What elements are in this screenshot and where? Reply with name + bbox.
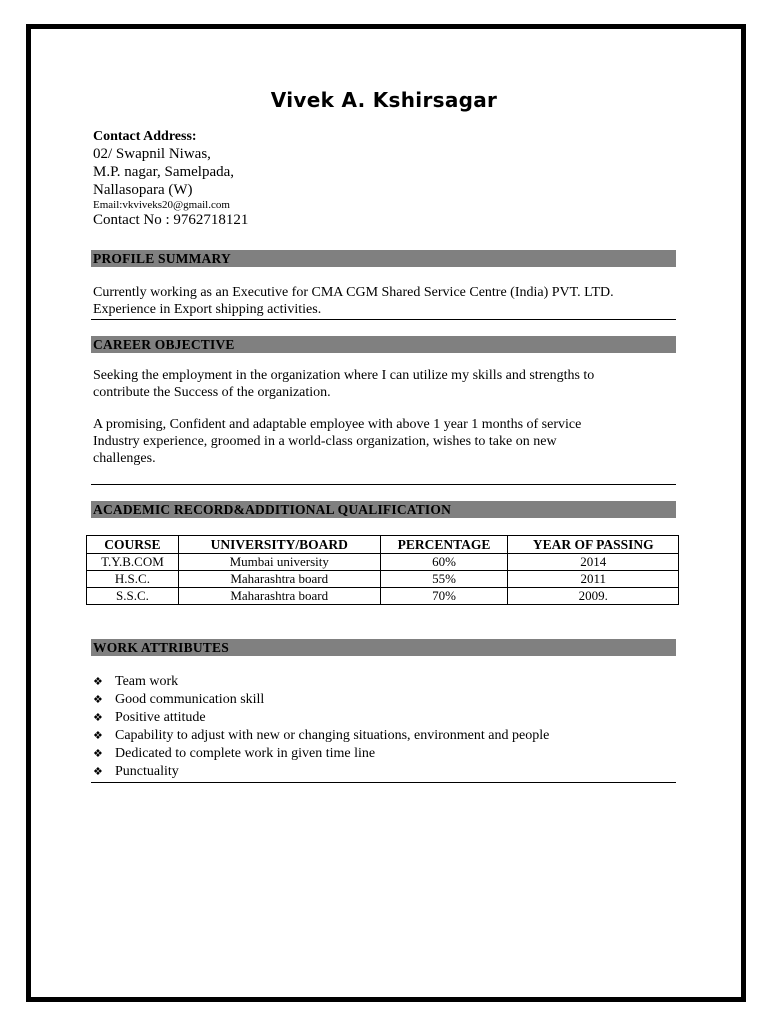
diamond-bullet-icon: ❖ (93, 730, 103, 742)
list-item: ❖ Capability to adjust with new or changing situations, environment and people (93, 728, 550, 743)
profile-summary-text (93, 284, 683, 318)
board-cell: Maharashtra board (178, 571, 380, 588)
email-line: Email:vkviveks20@gmail.com (93, 199, 230, 211)
candidate-name: Vivek A. Kshirsagar (270, 88, 498, 112)
list-item: ❖ Team work (93, 674, 179, 689)
divider (91, 319, 676, 320)
profile-line-2: Experience in Export shipping activities. (93, 302, 322, 317)
diamond-bullet-icon: ❖ (93, 694, 103, 706)
diamond-bullet-icon: ❖ (93, 766, 103, 778)
year-cell: 2011 (508, 571, 679, 588)
objective-p1-line-1: Seeking the employment in the organization where I can utilize my skills and strengths to (93, 368, 595, 383)
objective-p2-line-2: Industry experience, groomed in a world-class organization, wishes to take on new (93, 434, 557, 449)
work-attributes-heading: WORK ATTRIBUTES (91, 639, 676, 656)
contact-heading: Contact Address: (93, 129, 197, 144)
table-row (87, 571, 679, 588)
career-objective-text (93, 367, 683, 467)
percentage-cell: 60% (380, 554, 508, 571)
course-cell: H.S.C. (87, 571, 179, 588)
list-item: ❖ Good communication skill (93, 692, 265, 707)
list-item: ❖ Positive attitude (93, 710, 206, 725)
table-row (87, 588, 679, 605)
divider (91, 484, 676, 485)
year-cell: 2014 (508, 554, 679, 571)
board-cell: Maharashtra board (178, 588, 380, 605)
profile-summary-heading: PROFILE SUMMARY (91, 250, 676, 267)
percentage-cell: 70% (380, 588, 508, 605)
contact-block (93, 128, 248, 229)
diamond-bullet-icon: ❖ (93, 748, 103, 760)
diamond-bullet-icon: ❖ (93, 712, 103, 724)
diamond-bullet-icon: ❖ (93, 676, 103, 688)
academic-heading: ACADEMIC RECORD&ADDITIONAL QUALIFICATION (91, 501, 676, 518)
list-item: ❖ Dedicated to complete work in given time line (93, 746, 376, 761)
address-line-3: Nallasopara (W) (93, 182, 193, 198)
profile-line-1: Currently working as an Executive for CMA CGM Shared Service Centre (India) PVT. LTD. (93, 285, 614, 300)
objective-p2-line-3: challenges. (93, 451, 156, 466)
work-attributes-list (93, 673, 549, 781)
table-header-row (87, 536, 679, 554)
divider (91, 782, 676, 783)
course-cell: T.Y.B.COM (87, 554, 179, 571)
objective-p1-line-2: contribute the Success of the organization. (93, 385, 331, 400)
phone-line: Contact No : 9762718121 (93, 212, 249, 228)
column-header: YEAR OF PASSING (508, 536, 679, 554)
column-header: PERCENTAGE (380, 536, 508, 554)
address-line-2: M.P. nagar, Samelpada, (93, 164, 235, 180)
address-line-1: 02/ Swapnil Niwas, (93, 146, 211, 162)
percentage-cell: 55% (380, 571, 508, 588)
course-cell: S.S.C. (87, 588, 179, 605)
table-row (87, 554, 679, 571)
objective-p2-line-1: A promising, Confident and adaptable employee with above 1 year 1 months of service (93, 417, 582, 432)
column-header: COURSE (87, 536, 179, 554)
career-objective-heading: CAREER OBJECTIVE (91, 336, 676, 353)
list-item: ❖ Punctuality (93, 764, 179, 779)
column-header: UNIVERSITY/BOARD (178, 536, 380, 554)
year-cell: 2009. (508, 588, 679, 605)
board-cell: Mumbai university (178, 554, 380, 571)
academic-table (86, 535, 679, 605)
